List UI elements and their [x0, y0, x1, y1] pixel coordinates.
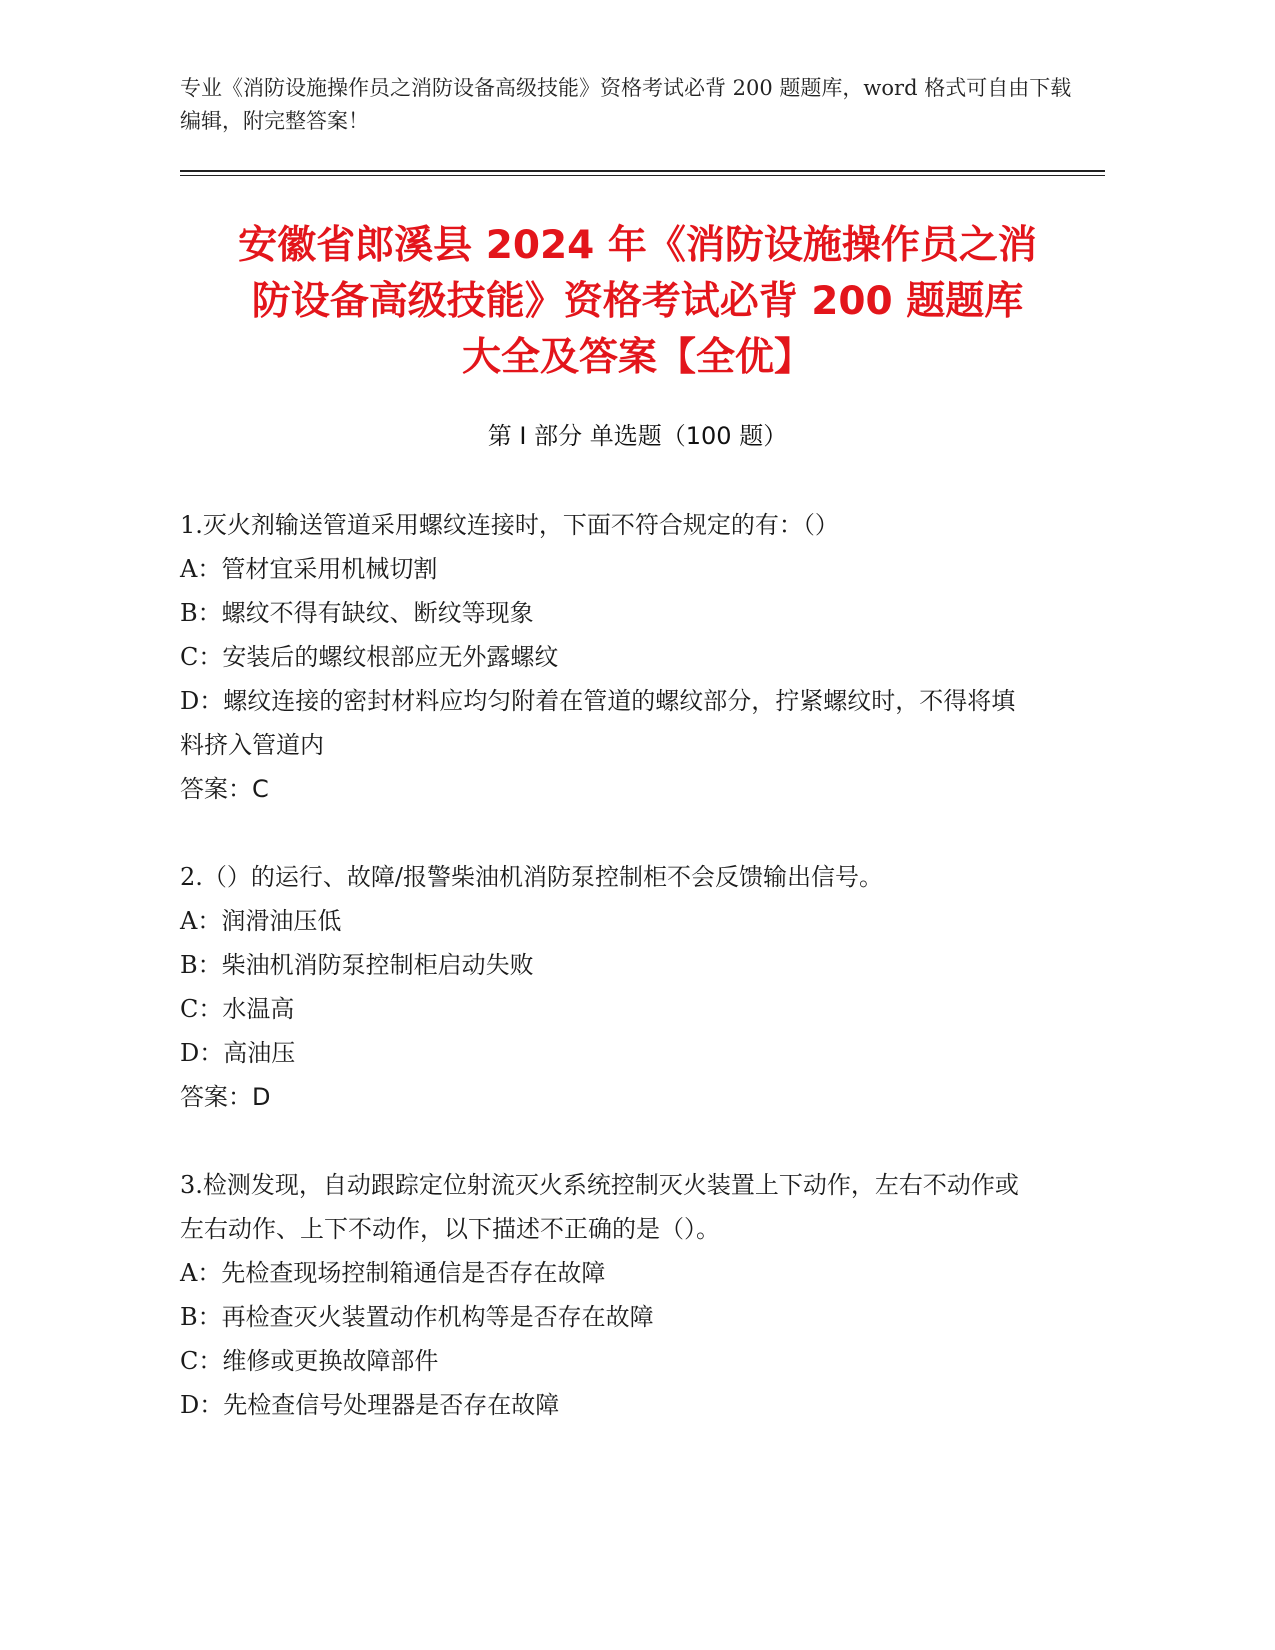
- option-a: A：润滑油压低: [180, 907, 342, 935]
- option-b: B：再检查灭火装置动作机构等是否存在故障: [180, 1303, 654, 1331]
- question-list: [180, 503, 1020, 1471]
- header-rule-thin: [180, 175, 1105, 176]
- question-stem: 3.检测发现，自动跟踪定位射流灭火系统控制灭火装置上下动作，左右不动作或左右动作、上下不动作，以下描述不正确的是（）。: [180, 1171, 1019, 1243]
- option-d: D：高油压: [180, 1039, 296, 1067]
- option-a: A：管材宜采用机械切割: [180, 555, 438, 583]
- answer: 答案：D: [180, 1083, 271, 1111]
- option-c: C：水温高: [180, 995, 295, 1023]
- option-d: D：螺纹连接的密封材料应均匀附着在管道的螺纹部分，拧紧螺纹时，不得将填料挤入管道内: [180, 687, 1016, 759]
- header-note: 专业《消防设施操作员之消防设备高级技能》资格考试必背 200 题题库，word 格式可自由下载编辑，附完整答案！: [180, 76, 1072, 133]
- title-line-1: 安徽省郎溪县 2024 年《消防设施操作员之消: [238, 223, 1037, 268]
- question-stem: 2.（）的运行、故障/报警柴油机消防泵控制柜不会反馈输出信号。: [180, 863, 883, 891]
- section-heading: 第 I 部分 单选题（100 题）: [487, 422, 788, 450]
- option-b: B：柴油机消防泵控制柜启动失败: [180, 951, 534, 979]
- option-b: B：螺纹不得有缺纹、断纹等现象: [180, 599, 534, 627]
- question-2: [180, 855, 1020, 1119]
- document-title: [175, 218, 1100, 386]
- option-c: C：维修或更换故障部件: [180, 1347, 439, 1375]
- option-a: A：先检查现场控制箱通信是否存在故障: [180, 1259, 606, 1287]
- question-3: [180, 1163, 1020, 1427]
- header-rule-thick: [180, 170, 1105, 172]
- title-line-3: 大全及答案【全优】: [461, 335, 813, 380]
- option-d: D：先检查信号处理器是否存在故障: [180, 1391, 560, 1419]
- option-c: C：安装后的螺纹根部应无外露螺纹: [180, 643, 559, 671]
- title-line-2: 防设备高级技能》资格考试必背 200 题题库: [251, 279, 1024, 324]
- answer: 答案：C: [180, 775, 269, 803]
- question-1: [180, 503, 1020, 811]
- question-stem: 1.灭火剂输送管道采用螺纹连接时，下面不符合规定的有：（）: [180, 511, 839, 539]
